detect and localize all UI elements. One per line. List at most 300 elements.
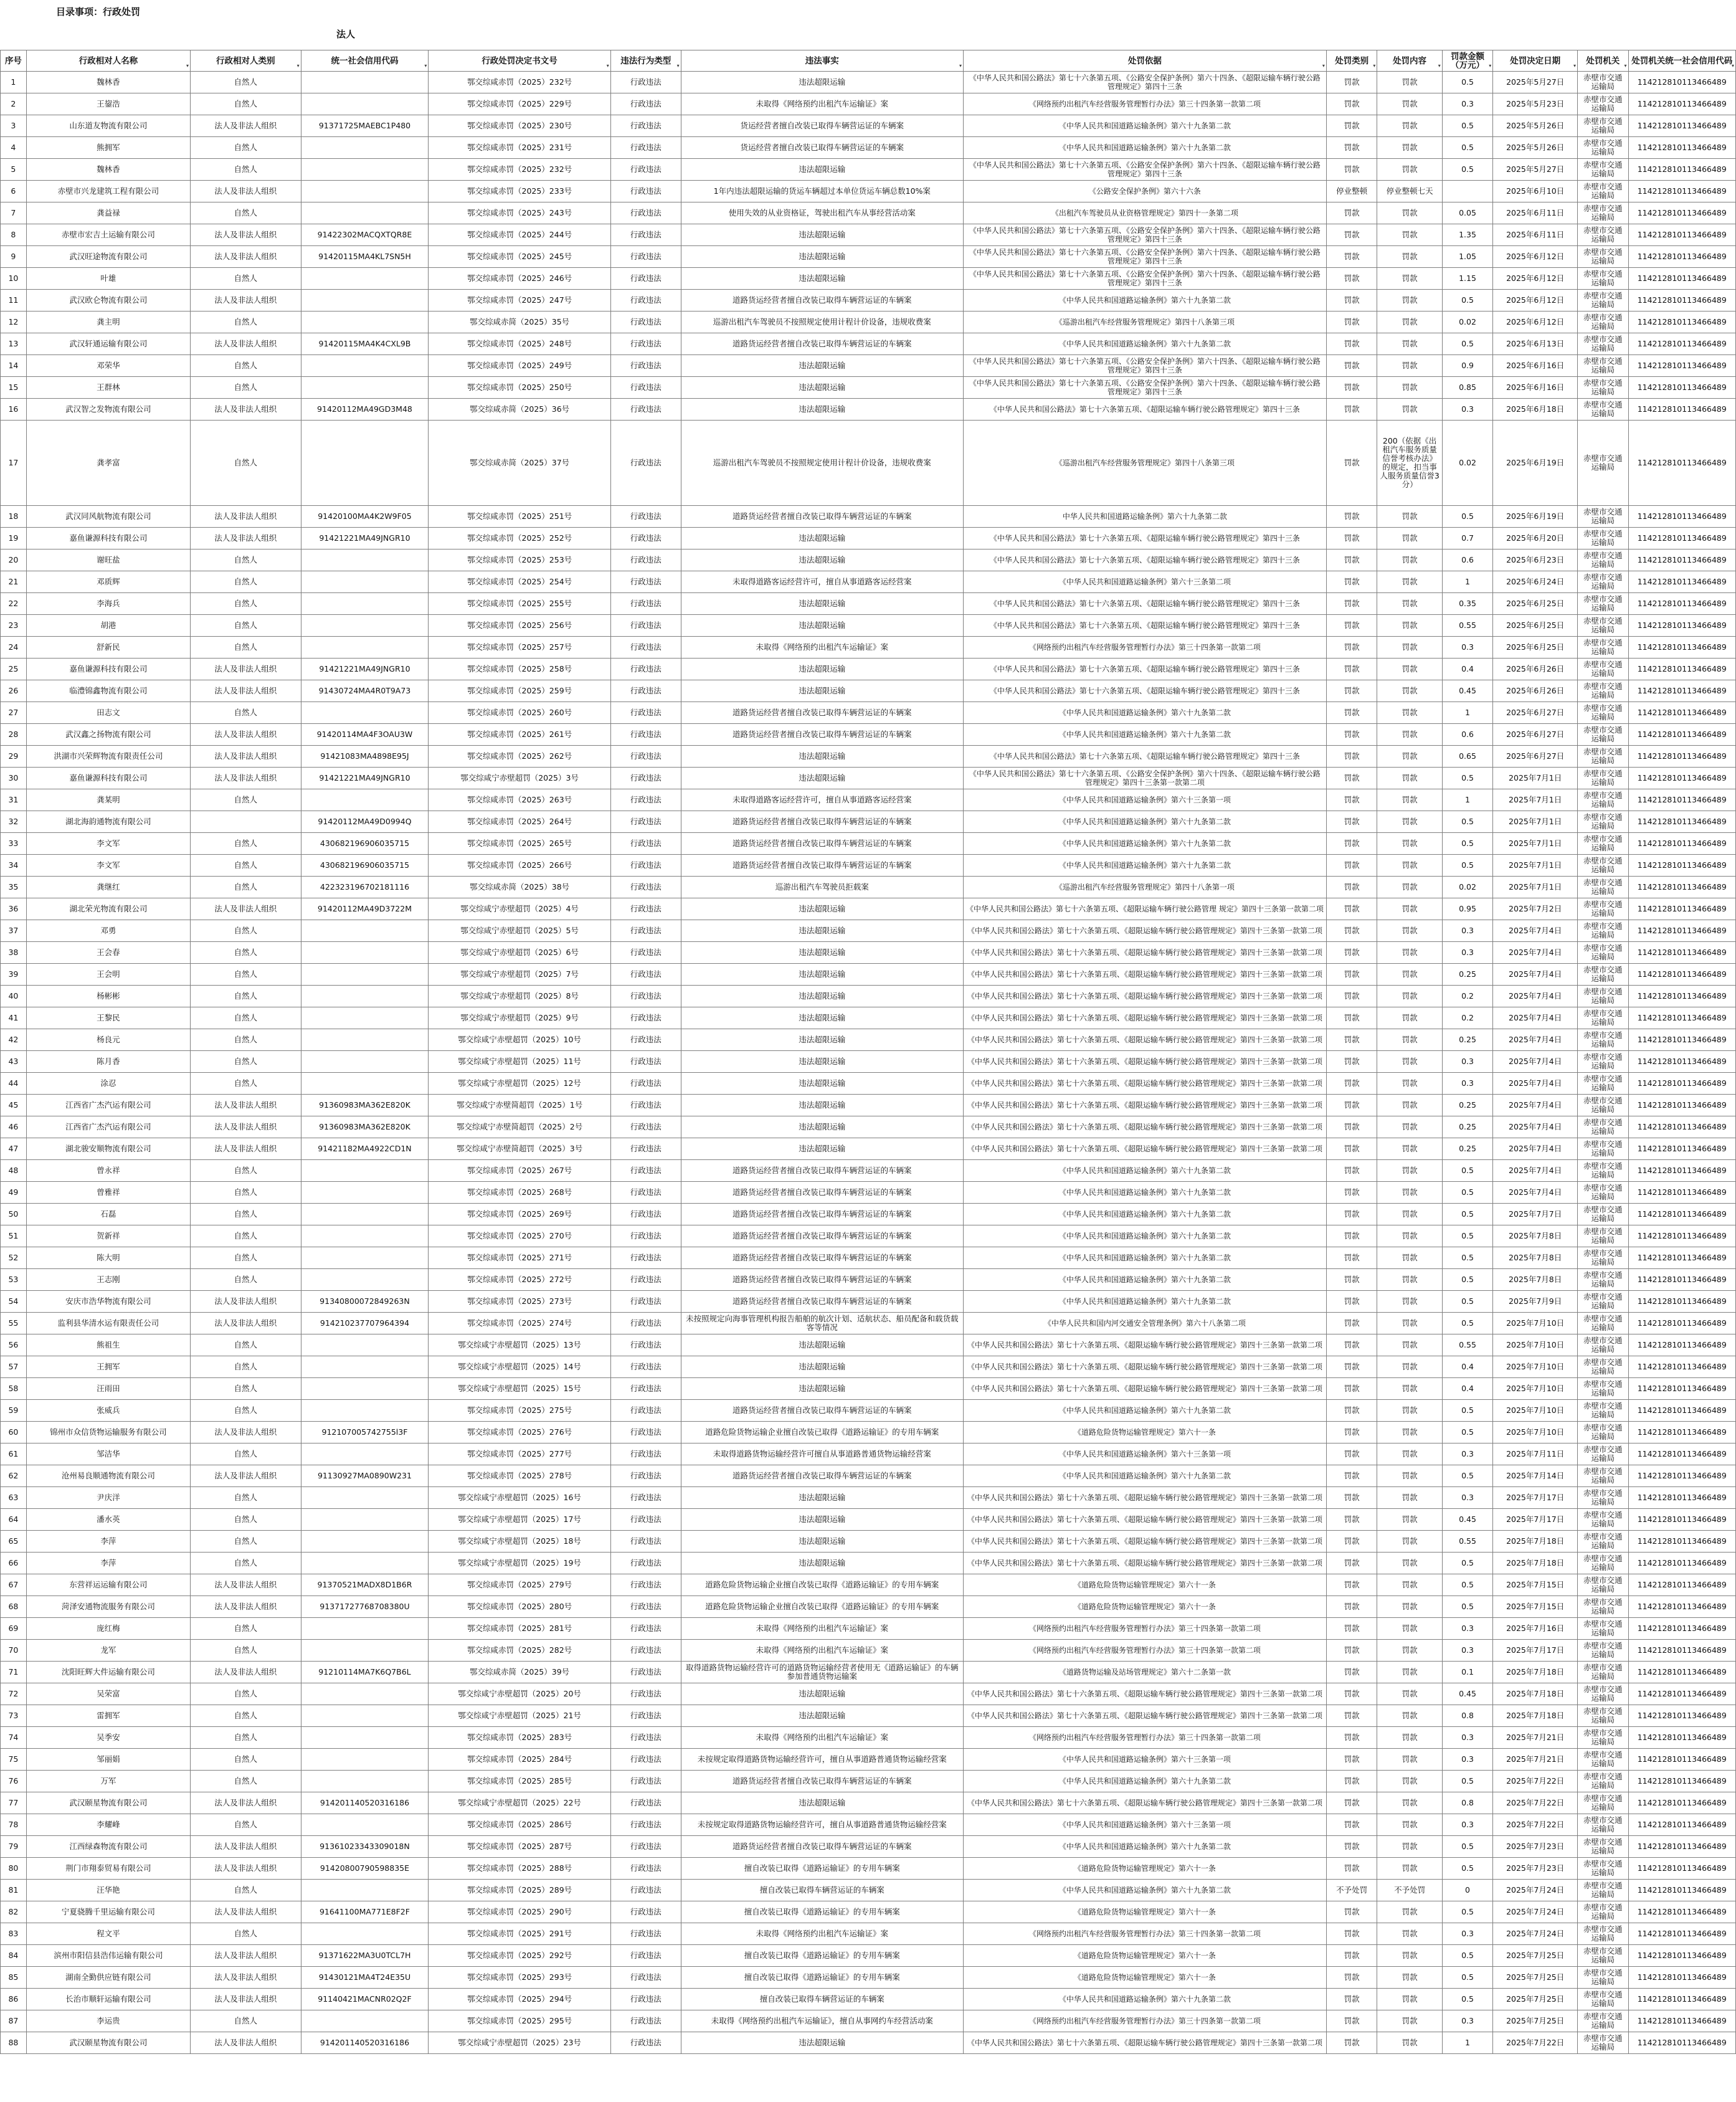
table-cell[interactable] xyxy=(301,202,429,224)
table-cell[interactable]: 83 xyxy=(1,1923,27,1945)
table-cell[interactable]: 违法超限运输 xyxy=(681,355,963,377)
table-cell[interactable]: 张威兵 xyxy=(26,1400,190,1422)
table-cell[interactable] xyxy=(301,1509,429,1531)
table-cell[interactable]: 法人及非法人组织 xyxy=(191,181,301,202)
table-cell[interactable]: 鄂交综咸赤罚（2025）268号 xyxy=(429,1182,610,1204)
table-cell[interactable]: 湖北海韵通物流有限公司 xyxy=(26,811,190,833)
table-cell[interactable]: 行政违法 xyxy=(610,898,681,920)
table-cell[interactable]: 罚款 xyxy=(1377,1095,1442,1116)
table-cell[interactable]: 鄂交综咸赤罚（2025）271号 xyxy=(429,1247,610,1269)
table-cell[interactable]: 违法超限运输 xyxy=(681,986,963,1007)
table-cell[interactable]: 114212810113466489 xyxy=(1628,877,1735,898)
table-cell[interactable]: 45 xyxy=(1,1095,27,1116)
table-cell[interactable]: 罚款 xyxy=(1377,920,1442,942)
table-cell[interactable]: 自然人 xyxy=(191,355,301,377)
table-cell[interactable]: 0.02 xyxy=(1442,311,1492,333)
table-cell[interactable]: 违法超限运输 xyxy=(681,1509,963,1531)
table-cell[interactable]: 赤壁市交通运输局 xyxy=(1578,1007,1628,1029)
table-cell[interactable]: 82 xyxy=(1,1901,27,1923)
table-cell[interactable]: 鄂交综咸赤简（2025）36号 xyxy=(429,399,610,421)
table-cell[interactable]: 滨州市阳信县浩伟运输有限公司 xyxy=(26,1945,190,1967)
table-cell[interactable]: 罚款 xyxy=(1377,1247,1442,1269)
table-cell[interactable]: 自然人 xyxy=(191,702,301,724)
table-cell[interactable]: 114212810113466489 xyxy=(1628,246,1735,268)
table-cell[interactable]: 道路危险货物运输企业擅自改装已取得《道路运输证》的专用车辆案 xyxy=(681,1574,963,1596)
table-cell[interactable]: 罚款 xyxy=(1326,1378,1377,1400)
table-cell[interactable]: 《巡游出租汽车经营服务管理规定》第四十八条第三项 xyxy=(963,311,1326,333)
table-cell[interactable]: 罚款 xyxy=(1377,1531,1442,1553)
table-cell[interactable]: 12 xyxy=(1,311,27,333)
col-header[interactable]: 处罚机关 ▾ xyxy=(1578,50,1628,72)
table-cell[interactable] xyxy=(301,181,429,202)
table-cell[interactable]: 《中华人民共和国道路运输条例》第六十九条第二款 xyxy=(963,833,1326,855)
table-cell[interactable]: 114212810113466489 xyxy=(1628,1225,1735,1247)
table-cell[interactable]: 未按规定取得道路货物运输经营许可，擅自从事道路普通货物运输经营案 xyxy=(681,1814,963,1836)
table-cell[interactable]: 魏林香 xyxy=(26,159,190,181)
table-cell[interactable]: 王鋆浩 xyxy=(26,93,190,115)
table-cell[interactable]: 《中华人民共和国公路法》第七十六条第五项、《超限运输车辆行驶公路管理规定》第四十三条第一款第二项 xyxy=(963,964,1326,986)
table-cell[interactable]: 谢旺盐 xyxy=(26,549,190,571)
table-cell[interactable] xyxy=(301,964,429,986)
table-cell[interactable]: 临澧锦鑫物流有限公司 xyxy=(26,680,190,702)
table-cell[interactable]: 行政违法 xyxy=(610,942,681,964)
table-cell[interactable]: 法人及非法人组织 xyxy=(191,399,301,421)
table-cell[interactable]: 91371622MA3U0TCL7H xyxy=(301,1945,429,1967)
table-cell[interactable]: 行政违法 xyxy=(610,1051,681,1073)
table-cell[interactable]: 114212810113466489 xyxy=(1628,202,1735,224)
table-cell[interactable]: 罚款 xyxy=(1326,1771,1377,1792)
table-cell[interactable]: 鄂交综咸赤罚（2025）286号 xyxy=(429,1814,610,1836)
table-cell[interactable]: 自然人 xyxy=(191,1378,301,1400)
table-cell[interactable]: 《中华人民共和国道路运输条例》第六十九条第二款 xyxy=(963,1204,1326,1225)
table-cell[interactable]: 2025年6月25日 xyxy=(1493,637,1578,659)
table-cell[interactable]: 罚款 xyxy=(1326,1356,1377,1378)
table-cell[interactable]: 赤壁市交通运输局 xyxy=(1578,1160,1628,1182)
table-cell[interactable]: 赤壁市交通运输局 xyxy=(1578,1836,1628,1858)
table-cell[interactable] xyxy=(301,1225,429,1247)
table-cell[interactable]: 43 xyxy=(1,1051,27,1073)
table-cell[interactable]: 2025年5月27日 xyxy=(1493,159,1578,181)
table-cell[interactable]: 汪华艳 xyxy=(26,1880,190,1901)
table-cell[interactable]: 罚款 xyxy=(1326,833,1377,855)
table-cell[interactable]: 罚款 xyxy=(1326,680,1377,702)
table-cell[interactable]: 114212810113466489 xyxy=(1628,1531,1735,1553)
table-cell[interactable]: 赤壁市交通运输局 xyxy=(1578,1356,1628,1378)
table-cell[interactable]: 39 xyxy=(1,964,27,986)
table-cell[interactable]: 114212810113466489 xyxy=(1628,1727,1735,1749)
table-cell[interactable]: 2025年6月19日 xyxy=(1493,506,1578,528)
table-cell[interactable]: 91420800790598835E xyxy=(301,1858,429,1880)
table-cell[interactable]: 罚款 xyxy=(1326,268,1377,290)
table-cell[interactable]: 罚款 xyxy=(1326,1422,1377,1443)
table-cell[interactable]: 114212810113466489 xyxy=(1628,1574,1735,1596)
table-cell[interactable]: 赤壁市交通运输局 xyxy=(1578,1400,1628,1422)
table-cell[interactable]: 武汉鑫之扬物流有限公司 xyxy=(26,724,190,746)
table-cell[interactable]: 罚款 xyxy=(1377,290,1442,311)
table-cell[interactable]: 程文平 xyxy=(26,1923,190,1945)
table-cell[interactable]: 行政违法 xyxy=(610,702,681,724)
table-cell[interactable]: 《中华人民共和国公路法》第七十六条第五项、《超限运输车辆行驶公路管理规定》第四十三条 xyxy=(963,680,1326,702)
table-cell[interactable]: 罚款 xyxy=(1377,942,1442,964)
table-cell[interactable]: 2025年7月25日 xyxy=(1493,1989,1578,2010)
table-cell[interactable]: 2025年7月4日 xyxy=(1493,986,1578,1007)
table-cell[interactable]: 违法超限运输 xyxy=(681,1378,963,1400)
table-cell[interactable]: 罚款 xyxy=(1377,986,1442,1007)
table-cell[interactable]: 邓荣华 xyxy=(26,355,190,377)
table-cell[interactable]: 0.25 xyxy=(1442,1029,1492,1051)
table-cell[interactable]: 《中华人民共和国公路法》第七十六条第五项、《超限运输车辆行驶公路管理规定》第四十三条第一款第二项 xyxy=(963,1683,1326,1705)
table-cell[interactable]: 30 xyxy=(1,768,27,789)
table-cell[interactable]: 21 xyxy=(1,571,27,593)
table-cell[interactable]: 锦州市众信货物运输服务有限公司 xyxy=(26,1422,190,1443)
table-cell[interactable]: 73 xyxy=(1,1705,27,1727)
table-cell[interactable]: 鄂交综咸赤罚（2025）275号 xyxy=(429,1400,610,1422)
table-cell[interactable]: 1.35 xyxy=(1442,224,1492,246)
table-cell[interactable]: 0.3 xyxy=(1442,1814,1492,1836)
table-cell[interactable]: 0.5 xyxy=(1442,833,1492,855)
table-cell[interactable]: 行政违法 xyxy=(610,1334,681,1356)
table-cell[interactable]: 行政违法 xyxy=(610,1291,681,1313)
table-cell[interactable]: 《中华人民共和国公路法》第七十六条第五项、《公路安全保护条例》第六十四条、《超限运输车辆行驶公路管理规定》第四十三条 xyxy=(963,377,1326,399)
table-cell[interactable]: 赤壁市交通运输局 xyxy=(1578,637,1628,659)
table-cell[interactable]: 自然人 xyxy=(191,1618,301,1640)
table-cell[interactable] xyxy=(301,986,429,1007)
table-cell[interactable]: 杨良元 xyxy=(26,1029,190,1051)
table-cell[interactable]: 罚款 xyxy=(1377,1422,1442,1443)
table-cell[interactable]: 罚款 xyxy=(1326,159,1377,181)
table-cell[interactable]: 行政违法 xyxy=(610,920,681,942)
table-cell[interactable]: 罚款 xyxy=(1377,877,1442,898)
table-cell[interactable]: 自然人 xyxy=(191,1007,301,1029)
table-cell[interactable]: 行政违法 xyxy=(610,1923,681,1945)
table-cell[interactable]: 《中华人民共和国公路法》第七十六条第五项、《超限运输车辆行驶公路管理规定》第四十三条第一款第二项 xyxy=(963,1792,1326,1814)
table-cell[interactable]: 王会春 xyxy=(26,942,190,964)
table-cell[interactable]: 2025年7月1日 xyxy=(1493,877,1578,898)
table-cell[interactable]: 行政违法 xyxy=(610,1553,681,1574)
table-cell[interactable]: 罚款 xyxy=(1326,1705,1377,1727)
table-cell[interactable]: 鄂交综咸赤罚（2025）252号 xyxy=(429,528,610,549)
table-cell[interactable]: 0.55 xyxy=(1442,1334,1492,1356)
table-cell[interactable]: 罚款 xyxy=(1326,1269,1377,1291)
table-cell[interactable]: 《中华人民共和国道路运输条例》第六十九条第二款 xyxy=(963,1771,1326,1792)
table-cell[interactable]: 江西省广杰汽运有限公司 xyxy=(26,1095,190,1116)
table-cell[interactable] xyxy=(301,72,429,93)
table-cell[interactable]: 行政违法 xyxy=(610,1749,681,1771)
table-cell[interactable]: 鄂交综咸赤罚（2025）232号 xyxy=(429,159,610,181)
table-cell[interactable]: 鄂交综咸赤罚（2025）256号 xyxy=(429,615,610,637)
table-cell[interactable]: 行政违法 xyxy=(610,1116,681,1138)
table-cell[interactable] xyxy=(301,1880,429,1901)
table-cell[interactable]: 赤壁市交通运输局 xyxy=(1578,702,1628,724)
table-cell[interactable]: 行政违法 xyxy=(610,246,681,268)
table-cell[interactable]: 鄂交综咸赤罚（2025）280号 xyxy=(429,1596,610,1618)
table-cell[interactable]: 鄂交综咸赤罚（2025）253号 xyxy=(429,549,610,571)
table-cell[interactable]: 违法超限运输 xyxy=(681,615,963,637)
table-cell[interactable]: 2025年6月18日 xyxy=(1493,399,1578,421)
table-cell[interactable]: 赤壁市交通运输局 xyxy=(1578,1618,1628,1640)
table-cell[interactable]: 罚款 xyxy=(1377,93,1442,115)
table-cell[interactable]: 法人及非法人组织 xyxy=(191,333,301,355)
table-cell[interactable]: 114212810113466489 xyxy=(1628,942,1735,964)
table-cell[interactable]: 行政违法 xyxy=(610,290,681,311)
table-cell[interactable]: 未取得道路货物运输经营许可擅自从事道路普通货物运输经营案 xyxy=(681,1443,963,1465)
table-cell[interactable]: 罚款 xyxy=(1326,1858,1377,1880)
table-cell[interactable]: 2025年7月23日 xyxy=(1493,1858,1578,1880)
table-cell[interactable]: 1 xyxy=(1442,571,1492,593)
col-header[interactable]: 违法行为类型 ▾ xyxy=(610,50,681,72)
table-cell[interactable]: 《中华人民共和国公路法》第七十六条第五项、《超限运输车辆行驶公路管理规定》第四十三条第一款第二项 xyxy=(963,2032,1326,2054)
table-cell[interactable]: 2025年6月27日 xyxy=(1493,702,1578,724)
table-cell[interactable]: 赤壁市交通运输局 xyxy=(1578,1858,1628,1880)
table-cell[interactable]: 0.5 xyxy=(1442,137,1492,159)
table-cell[interactable]: 0.5 xyxy=(1442,159,1492,181)
table-cell[interactable]: 罚款 xyxy=(1326,1923,1377,1945)
table-cell[interactable]: 91420112MA49GD3M48 xyxy=(301,399,429,421)
table-cell[interactable]: 2025年6月19日 xyxy=(1493,421,1578,506)
table-cell[interactable]: 《中华人民共和国公路法》第七十六条第五项、《超限运输车辆行驶公路管理规定》第四十三条 xyxy=(963,528,1326,549)
table-cell[interactable]: 行政违法 xyxy=(610,1007,681,1029)
table-cell[interactable]: 《网络预约出租汽车经营服务管理暂行办法》第三十四条第一款第二项 xyxy=(963,1640,1326,1662)
table-cell[interactable]: 114212810113466489 xyxy=(1628,1073,1735,1095)
table-cell[interactable]: 货运经营者擅自改装已取得车辆营运证的车辆案 xyxy=(681,115,963,137)
table-cell[interactable]: 行政违法 xyxy=(610,1247,681,1269)
table-cell[interactable]: 罚款 xyxy=(1377,1051,1442,1073)
table-cell[interactable]: 违法超限运输 xyxy=(681,746,963,768)
table-cell[interactable]: 《中华人民共和国道路运输条例》第六十九条第二款 xyxy=(963,1269,1326,1291)
table-cell[interactable]: 行政违法 xyxy=(610,1880,681,1901)
table-cell[interactable] xyxy=(301,1160,429,1182)
table-cell[interactable]: 47 xyxy=(1,1138,27,1160)
table-cell[interactable]: 赤壁市交通运输局 xyxy=(1578,1269,1628,1291)
col-header[interactable]: 统一社会信用代码 ▾ xyxy=(301,50,429,72)
table-cell[interactable]: 罚款 xyxy=(1377,1705,1442,1727)
table-cell[interactable]: 59 xyxy=(1,1400,27,1422)
table-cell[interactable]: 违法超限运输 xyxy=(681,898,963,920)
table-cell[interactable]: 自然人 xyxy=(191,421,301,506)
table-cell[interactable]: 63 xyxy=(1,1487,27,1509)
table-cell[interactable]: 0.5 xyxy=(1442,1771,1492,1792)
table-cell[interactable]: 76 xyxy=(1,1771,27,1792)
table-cell[interactable]: 赤壁市交通运输局 xyxy=(1578,1596,1628,1618)
table-cell[interactable]: 91641100MA771E8F2F xyxy=(301,1901,429,1923)
table-cell[interactable]: 0.3 xyxy=(1442,920,1492,942)
table-cell[interactable]: 0.5 xyxy=(1442,115,1492,137)
table-cell[interactable]: 罚款 xyxy=(1326,399,1377,421)
table-cell[interactable]: 2025年7月17日 xyxy=(1493,1509,1578,1531)
table-cell[interactable]: 嘉鱼谦源科技有限公司 xyxy=(26,528,190,549)
table-cell[interactable]: 自然人 xyxy=(191,1531,301,1553)
table-cell[interactable]: 不予处罚 xyxy=(1377,1880,1442,1901)
table-cell[interactable]: 自然人 xyxy=(191,877,301,898)
table-cell[interactable]: 赤壁市交通运输局 xyxy=(1578,811,1628,833)
table-cell[interactable] xyxy=(301,1007,429,1029)
table-cell[interactable] xyxy=(301,1640,429,1662)
table-cell[interactable]: 75 xyxy=(1,1749,27,1771)
table-cell[interactable]: 114212810113466489 xyxy=(1628,637,1735,659)
table-cell[interactable]: 监利县华清水运有限责任公司 xyxy=(26,1313,190,1334)
table-cell[interactable]: 2025年7月10日 xyxy=(1493,1422,1578,1443)
table-cell[interactable]: 114212810113466489 xyxy=(1628,1749,1735,1771)
table-cell[interactable]: 罚款 xyxy=(1326,1095,1377,1116)
table-cell[interactable]: 罚款 xyxy=(1377,1792,1442,1814)
table-cell[interactable]: 罚款 xyxy=(1326,898,1377,920)
table-cell[interactable]: 114212810113466489 xyxy=(1628,1792,1735,1814)
table-cell[interactable]: 《中华人民共和国公路法》第七十六条第五项、《超限运输车辆行驶公路管理 规定》第四十三条第一款第二项 xyxy=(963,898,1326,920)
table-cell[interactable]: 68 xyxy=(1,1596,27,1618)
table-cell[interactable] xyxy=(301,1443,429,1465)
table-cell[interactable]: 赤壁市交通运输局 xyxy=(1578,506,1628,528)
table-cell[interactable]: 赤壁市交通运输局 xyxy=(1578,1204,1628,1225)
table-cell[interactable]: 鄂交综咸赤简（2025）35号 xyxy=(429,311,610,333)
table-cell[interactable]: 114212810113466489 xyxy=(1628,1269,1735,1291)
table-cell[interactable]: 罚款 xyxy=(1377,964,1442,986)
table-cell[interactable]: 2025年7月16日 xyxy=(1493,1618,1578,1640)
table-cell[interactable]: 行政违法 xyxy=(610,571,681,593)
table-cell[interactable]: 0.02 xyxy=(1442,877,1492,898)
table-cell[interactable]: 《中华人民共和国公路法》第七十六条第五项、《公路安全保护条例》第六十四条、《超限运输车辆行驶公路管理规定》第四十三条 xyxy=(963,355,1326,377)
table-cell[interactable]: 行政违法 xyxy=(610,2032,681,2054)
table-cell[interactable]: 赤壁市交通运输局 xyxy=(1578,789,1628,811)
table-cell[interactable]: 法人及非法人组织 xyxy=(191,1901,301,1923)
table-cell[interactable]: 王会明 xyxy=(26,964,190,986)
table-cell[interactable]: 鄂交综咸赤罚（2025）285号 xyxy=(429,1771,610,1792)
table-cell[interactable]: 道路货运经营者擅自改装已取得车辆营运证的车辆案 xyxy=(681,1247,963,1269)
table-cell[interactable]: 《中华人民共和国道路运输条例》第六十三条第二项 xyxy=(963,571,1326,593)
table-cell[interactable]: 罚款 xyxy=(1377,1618,1442,1640)
table-cell[interactable]: 鄂交综咸赤罚（2025）262号 xyxy=(429,746,610,768)
table-cell[interactable]: 0.6 xyxy=(1442,549,1492,571)
table-cell[interactable]: 鄂交综咸赤罚（2025）250号 xyxy=(429,377,610,399)
table-cell[interactable]: 赤壁市交通运输局 xyxy=(1578,137,1628,159)
table-cell[interactable]: 罚款 xyxy=(1377,1858,1442,1880)
table-cell[interactable]: 罚款 xyxy=(1326,768,1377,789)
table-cell[interactable]: 《出租汽车驾驶员从业资格管理规定》第四十一条第二项 xyxy=(963,202,1326,224)
table-cell[interactable]: 江西省广杰汽运有限公司 xyxy=(26,1116,190,1138)
table-cell[interactable]: 武汉智之发物流有限公司 xyxy=(26,399,190,421)
table-cell[interactable]: 鄂交综咸宁赤壁超罚（2025）18号 xyxy=(429,1531,610,1553)
table-cell[interactable]: 《中华人民共和国道路运输条例》第六十九条第二款 xyxy=(963,333,1326,355)
table-cell[interactable]: 31 xyxy=(1,789,27,811)
table-cell[interactable]: 114212810113466489 xyxy=(1628,159,1735,181)
table-cell[interactable]: 赤壁市交通运输局 xyxy=(1578,659,1628,680)
table-cell[interactable]: 2025年7月4日 xyxy=(1493,1051,1578,1073)
table-cell[interactable]: 91421083MA4898E95J xyxy=(301,746,429,768)
table-cell[interactable]: 贺新祥 xyxy=(26,1225,190,1247)
table-cell[interactable]: 0.5 xyxy=(1442,1836,1492,1858)
table-cell[interactable]: 《中华人民共和国道路运输条例》第六十九条第二款 xyxy=(963,1989,1326,2010)
table-cell[interactable]: 未取得道路客运经营许可，擅自从事道路客运经营案 xyxy=(681,789,963,811)
table-cell[interactable] xyxy=(301,1400,429,1422)
table-cell[interactable]: 赤壁市交通运输局 xyxy=(1578,528,1628,549)
table-cell[interactable]: 114212810113466489 xyxy=(1628,1443,1735,1465)
table-cell[interactable]: 鄂交综咸赤罚（2025）276号 xyxy=(429,1422,610,1443)
table-cell[interactable] xyxy=(301,702,429,724)
table-cell[interactable]: 《中华人民共和国公路法》第七十六条第五项、《超限运输车辆行驶公路管理规定》第四十三条 xyxy=(963,399,1326,421)
table-cell[interactable]: 罚款 xyxy=(1326,986,1377,1007)
table-cell[interactable]: 自然人 xyxy=(191,72,301,93)
table-cell[interactable]: 罚款 xyxy=(1377,1836,1442,1858)
table-cell[interactable]: 2025年7月15日 xyxy=(1493,1596,1578,1618)
table-cell[interactable]: 114212810113466489 xyxy=(1628,2010,1735,2032)
table-cell[interactable]: 自然人 xyxy=(191,1225,301,1247)
table-cell[interactable] xyxy=(301,1749,429,1771)
table-cell[interactable]: 万军 xyxy=(26,1771,190,1792)
table-cell[interactable]: 2025年6月16日 xyxy=(1493,355,1578,377)
table-cell[interactable]: 罚款 xyxy=(1377,898,1442,920)
table-cell[interactable]: 2025年6月20日 xyxy=(1493,528,1578,549)
table-cell[interactable]: 赤壁市交通运输局 xyxy=(1578,1095,1628,1116)
table-cell[interactable]: 曾永祥 xyxy=(26,1160,190,1182)
table-cell[interactable]: 鄂交综咸赤罚（2025）267号 xyxy=(429,1160,610,1182)
table-cell[interactable]: 罚款 xyxy=(1377,1967,1442,1989)
table-cell[interactable]: 2025年6月26日 xyxy=(1493,659,1578,680)
table-cell[interactable]: 鄂交综咸赤罚（2025）229号 xyxy=(429,93,610,115)
table-cell[interactable]: 鄂交综咸赤简（2025）37号 xyxy=(429,421,610,506)
table-cell[interactable]: 罚款 xyxy=(1377,399,1442,421)
table-cell[interactable]: 0.3 xyxy=(1442,1051,1492,1073)
table-cell[interactable]: 0.4 xyxy=(1442,659,1492,680)
table-cell[interactable]: 《道路危险货物运输管理规定》第六十一条 xyxy=(963,1945,1326,1967)
table-cell[interactable]: 行政违法 xyxy=(610,224,681,246)
table-cell[interactable] xyxy=(301,1727,429,1749)
table-cell[interactable]: 《中华人民共和国道路运输条例》第六十九条第二款 xyxy=(963,855,1326,877)
table-cell[interactable]: 65 xyxy=(1,1531,27,1553)
table-cell[interactable]: 91360983MA362E820K xyxy=(301,1095,429,1116)
table-cell[interactable]: 行政违法 xyxy=(610,659,681,680)
table-cell[interactable]: 武汉颐星物流有限公司 xyxy=(26,1792,190,1814)
table-cell[interactable]: 罚款 xyxy=(1326,224,1377,246)
table-cell[interactable]: 赤壁市交通运输局 xyxy=(1578,1705,1628,1727)
table-cell[interactable] xyxy=(301,942,429,964)
table-cell[interactable]: 法人及非法人组织 xyxy=(191,898,301,920)
table-cell[interactable]: 未取得《网络预约出租汽车运输证》案 xyxy=(681,1640,963,1662)
table-cell[interactable]: 66 xyxy=(1,1553,27,1574)
table-cell[interactable]: 2025年6月12日 xyxy=(1493,246,1578,268)
table-cell[interactable]: 鄂交综咸赤罚（2025）287号 xyxy=(429,1836,610,1858)
table-cell[interactable]: 114212810113466489 xyxy=(1628,311,1735,333)
table-cell[interactable]: 违法超限运输 xyxy=(681,246,963,268)
table-cell[interactable]: 违法超限运输 xyxy=(681,72,963,93)
table-cell[interactable]: 48 xyxy=(1,1160,27,1182)
table-cell[interactable]: 擅自改装已取得《道路运输证》的专用车辆案 xyxy=(681,1945,963,1967)
table-cell[interactable]: 114212810113466489 xyxy=(1628,833,1735,855)
table-cell[interactable]: 罚款 xyxy=(1377,224,1442,246)
table-cell[interactable]: 法人及非法人组织 xyxy=(191,224,301,246)
table-cell[interactable]: 鄂交综咸宁赤壁超罚（2025）13号 xyxy=(429,1334,610,1356)
col-header[interactable]: 序号 xyxy=(1,50,27,72)
table-cell[interactable]: 91140421MACNR02Q2F xyxy=(301,1989,429,2010)
table-cell[interactable]: 114212810113466489 xyxy=(1628,549,1735,571)
table-cell[interactable]: 邓质辉 xyxy=(26,571,190,593)
table-cell[interactable] xyxy=(301,615,429,637)
table-cell[interactable]: 违法超限运输 xyxy=(681,224,963,246)
table-cell[interactable]: 沈阳旺辉大件运输有限公司 xyxy=(26,1662,190,1683)
table-cell[interactable]: 罚款 xyxy=(1377,746,1442,768)
table-cell[interactable]: 违法超限运输 xyxy=(681,1553,963,1574)
table-cell[interactable]: 法人及非法人组织 xyxy=(191,1574,301,1596)
table-cell[interactable]: 赤壁市交通运输局 xyxy=(1578,1182,1628,1204)
table-cell[interactable]: 罚款 xyxy=(1326,571,1377,593)
table-cell[interactable]: 2025年6月13日 xyxy=(1493,333,1578,355)
table-cell[interactable]: 《中华人民共和国道路运输条例》第六十九条第二款 xyxy=(963,1836,1326,1858)
table-cell[interactable]: 罚款 xyxy=(1326,1073,1377,1095)
table-cell[interactable]: 行政违法 xyxy=(610,833,681,855)
table-cell[interactable]: 违法超限运输 xyxy=(681,1705,963,1727)
table-cell[interactable]: 自然人 xyxy=(191,1683,301,1705)
table-cell[interactable]: 陈月香 xyxy=(26,1051,190,1073)
table-cell[interactable]: 行政违法 xyxy=(610,1858,681,1880)
table-cell[interactable]: 鄂交综咸宁赤壁超罚（2025）21号 xyxy=(429,1705,610,1727)
